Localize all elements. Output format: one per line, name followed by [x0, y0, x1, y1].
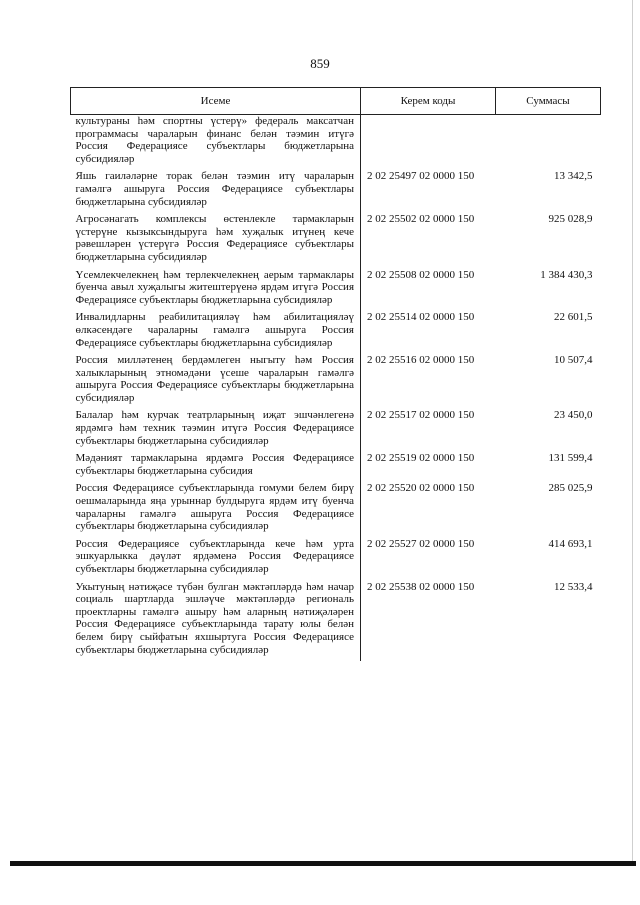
row-code: 2 02 25520 02 0000 150 [367, 482, 475, 495]
row-name: Укытуның нәтиҗәсе түбән булган мәктәпләрдә һәм начар социаль шартларда эшләүче мәктәпләрдә региональ проектларны гамәлгә ашыру һәм аларның нәтиҗәләрен Россия Федерациясе субъектларында тарату юлы белән белем бирү сыйфатын яхшыртуга Россия Федерациясе субъектлары бюджетларына субсидияләр [71, 581, 361, 662]
row-name: Россия Федерациясе субъектларында кече һәм урта эшкуарлыкка дәүләт ярдәменә Россия Федерациясе субъектлары бюджетларына субсидияләр [71, 538, 361, 581]
table-row [71, 213, 601, 268]
row-name: Россия Федерациясе субъектларында гомуми белем бирү оешмаларында яңа урыннар булдыруга ярдәм итү буенча чараларны гамәлгә ашыруга Россия Федерациясе субъектлары бюджетларына субсидияләр [71, 482, 361, 537]
table-row [71, 311, 601, 354]
column-header-code: Керем коды [361, 88, 496, 115]
table-row [71, 538, 601, 581]
row-name: Үсемлекчелекнең һәм терлекчелекнең аерым тармаклары буенча авыл хуҗалыгы житештерүенә ярдәм итүгә Россия Федерациясе субъектлары бюджетларына субсидияләр [71, 269, 361, 312]
row-sum: 10 507,4 [554, 354, 593, 367]
row-name: Яшь гаиләләрне торак белән тәэмин итү чараларын гамәлгә ашыруга Россия Федерациясе субъектлары бюджетларына субсидияләр [71, 170, 361, 213]
row-code: 2 02 25517 02 0000 150 [367, 409, 475, 422]
table-row [71, 409, 601, 452]
row-code: 2 02 25516 02 0000 150 [367, 354, 475, 367]
row-code [361, 115, 496, 171]
row-sum: 285 025,9 [548, 482, 593, 495]
row-code: 2 02 25502 02 0000 150 [367, 213, 475, 226]
row-sum: 23 450,0 [554, 409, 593, 422]
table-row [71, 115, 601, 171]
row-sum: 13 342,5 [554, 170, 593, 183]
row-code: 2 02 25497 02 0000 150 [367, 170, 475, 183]
row-sum: 12 533,4 [554, 580, 593, 593]
row-sum: 22 601,5 [554, 311, 593, 324]
row-name: культураны һәм спортны үстерү» федераль максатчан программасы чараларын финанс белән тәэмин итүгә Россия Федерациясе субъектлары бюджетларына субсидияләр [71, 115, 361, 171]
row-sum: 1 384 430,3 [540, 268, 593, 281]
table-row [71, 482, 601, 537]
row-code: 2 02 25519 02 0000 150 [367, 452, 475, 465]
row-sum: 925 028,9 [548, 213, 593, 226]
scan-bottom-bar [10, 861, 636, 866]
row-code: 2 02 25514 02 0000 150 [367, 311, 475, 324]
row-sum: 131 599,4 [548, 452, 593, 465]
row-name: Инвалидларны реабилитацияләү һәм абилитацияләү өлкәсендәге чараларны гамәлгә ашыруга Россия Федерациясе субъектлары бюджетларына субсидияләр [71, 311, 361, 354]
column-header-name: Исеме [71, 88, 361, 115]
row-name: Мәдәният тармакларына ярдәмгә Россия Федерациясе субъектлары бюджетларына субсидия [71, 452, 361, 482]
row-name: Агросәнагать комплексы өстенлекле тармакларын үстерүне кызыксындыруга һәм хуҗалык итүнең кече рәвешләрен үстерүгә Россия Федерациясе субъектлары бюджетларына субсидияләр [71, 213, 361, 268]
table-row [71, 354, 601, 409]
column-header-sum: Суммасы [496, 88, 601, 115]
table-row [71, 452, 601, 482]
row-name: Россия милләтенең бердәмлеген ныгыту һәм Россия халыкларының этномәдәни үсеше чараларын гамәлгә ашыруга Россия Федерациясе субъектлары бюджетларына субсидияләр [71, 354, 361, 409]
table-row [71, 269, 601, 312]
table-row [71, 581, 601, 662]
row-code: 2 02 25508 02 0000 150 [367, 268, 475, 281]
row-code: 2 02 25538 02 0000 150 [367, 580, 475, 593]
scan-edge-line [632, 0, 633, 861]
page-number: 859 [310, 56, 330, 71]
row-name: Балалар һәм курчак театрларының иҗат эшчәнлегенә ярдәмгә һәм техник тәэмин итүгә Россия Федерациясе субъектлары бюджетларына субсидияләр [71, 409, 361, 452]
row-code: 2 02 25527 02 0000 150 [367, 537, 475, 550]
budget-table [70, 87, 601, 661]
row-sum: 414 693,1 [548, 537, 593, 550]
table-header-row [71, 88, 601, 115]
table-row [71, 170, 601, 213]
row-sum [496, 115, 601, 171]
